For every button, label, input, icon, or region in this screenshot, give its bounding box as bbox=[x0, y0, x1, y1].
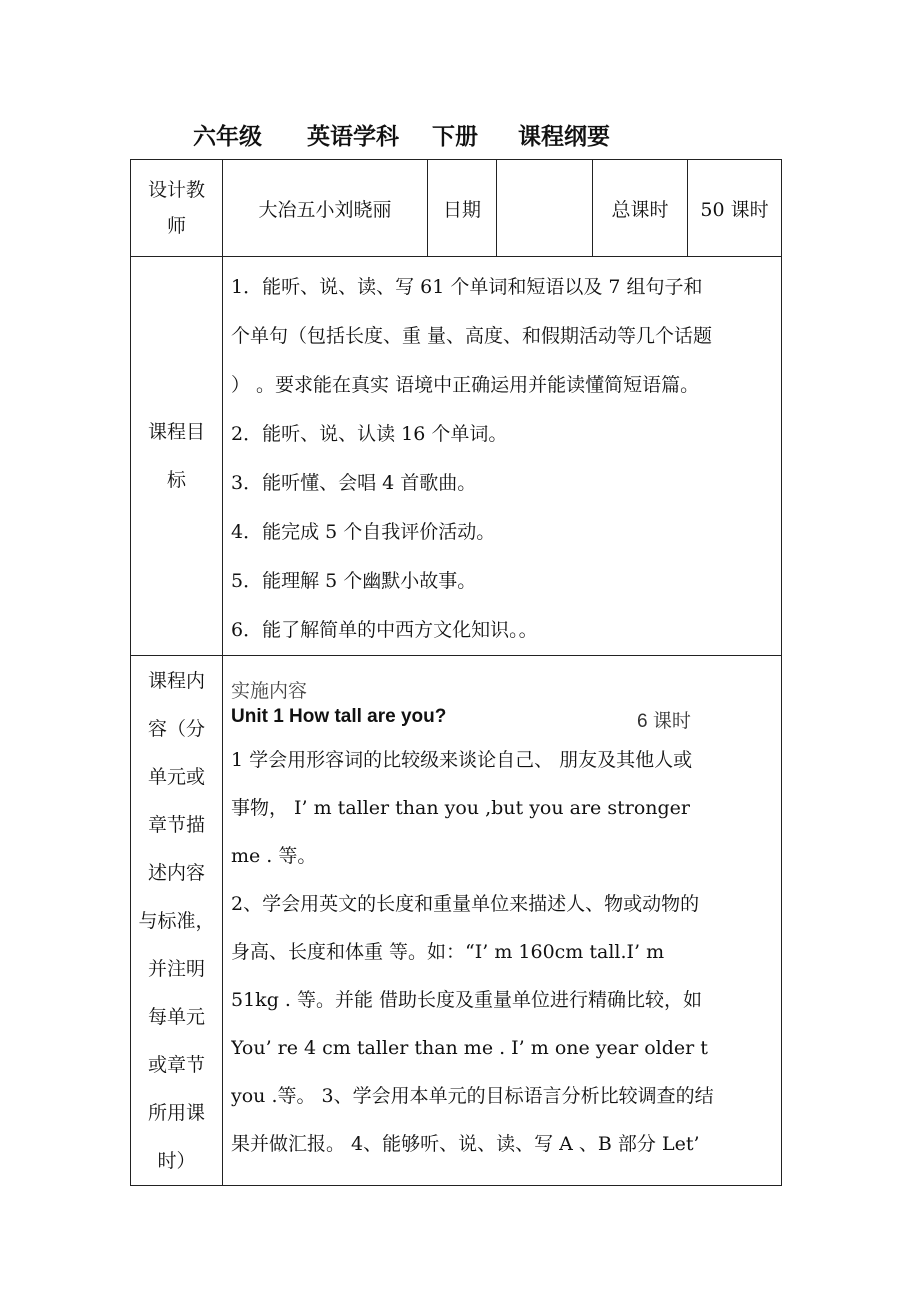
unit-heading bbox=[231, 706, 781, 736]
goals-row bbox=[131, 257, 782, 656]
content-line: me . 等。 bbox=[231, 845, 317, 867]
teacher-label-line1: 设计教 bbox=[147, 179, 205, 201]
goals-label-line1: 课程目 bbox=[147, 421, 205, 443]
goal-line: 4．能完成 5 个自我评价活动。 bbox=[231, 521, 496, 543]
content-line: 2、学会用英文的长度和重量单位来描述人、物或动物的 bbox=[231, 893, 700, 915]
date-value bbox=[497, 160, 593, 257]
goals-label-cell bbox=[131, 257, 223, 656]
teacher-label-line2: 师 bbox=[166, 215, 186, 237]
content-label-line: 与标准， bbox=[138, 910, 215, 932]
teacher-label-cell bbox=[131, 160, 223, 257]
goal-line: 5．能理解 5 个幽默小故事。 bbox=[231, 570, 477, 592]
content-line: 1 学会用形容词的比较级来谈论自己、 朋友及其他人或 bbox=[231, 749, 693, 771]
content-line: 事物， I’ m taller than you ,but you are stronger bbox=[231, 797, 690, 819]
unit-hours: 6 课时 bbox=[637, 711, 691, 732]
content-subheading: 实施内容 bbox=[231, 680, 308, 702]
content-label-line: 或章节 bbox=[147, 1054, 205, 1076]
goal-line: 个单句（包括长度、重 量、高度、和假期活动等几个话题 bbox=[231, 325, 713, 347]
content-label-line: 述内容 bbox=[147, 862, 205, 884]
title-doc: 课程纲要 bbox=[518, 123, 610, 150]
content-line: 身高、长度和体重 等。如：“I’ m 160cm tall.I’ m bbox=[231, 941, 665, 963]
content-line: You’ re 4 cm taller than me . I’ m one year older t bbox=[231, 1037, 708, 1059]
content-label-line: 课程内 bbox=[147, 670, 205, 692]
goal-line: 1．能听、说、读、写 61 个单词和短语以及 7 组句子和 bbox=[231, 276, 703, 298]
title-volume: 下册 bbox=[432, 123, 478, 150]
content-label-line: 容（分 bbox=[147, 718, 205, 740]
course-outline-table bbox=[130, 159, 782, 1186]
date-label: 日期 bbox=[428, 160, 497, 257]
content-label-line: 单元或 bbox=[147, 766, 205, 788]
title-subject: 英语学科 bbox=[307, 123, 399, 150]
goal-line: 6．能了解简单的中西方文化知识。。 bbox=[231, 619, 538, 641]
content-label-line: 所用课 bbox=[147, 1102, 205, 1124]
total-hours-label: 总课时 bbox=[593, 160, 688, 257]
goals-label-line2: 标 bbox=[166, 469, 186, 491]
content-body bbox=[223, 656, 782, 1186]
content-label-line: 并注明 bbox=[147, 958, 205, 980]
total-hours-value: 50 课时 bbox=[688, 160, 782, 257]
content-label-cell bbox=[131, 656, 223, 1186]
goals-content bbox=[223, 257, 782, 656]
content-label-line: 时） bbox=[157, 1150, 196, 1172]
goal-line: ） 。要求能在真实 语境中正确运用并能读懂简短语篇。 bbox=[231, 374, 700, 396]
header-row bbox=[131, 160, 782, 257]
content-row bbox=[131, 656, 782, 1186]
teacher-value: 大冶五小刘晓丽 bbox=[223, 160, 428, 257]
title-grade: 六年级 bbox=[193, 123, 262, 150]
content-label-line: 每单元 bbox=[147, 1006, 205, 1028]
goal-line: 3．能听懂、会唱 4 首歌曲。 bbox=[231, 472, 477, 494]
content-label-line: 章节描 bbox=[147, 814, 205, 836]
goal-line: 2．能听、说、认读 16 个单词。 bbox=[231, 423, 508, 445]
content-line: 51kg . 等。并能 借助长度及重量单位进行精确比较，如 bbox=[231, 989, 703, 1011]
content-line: you .等。 3、学会用本单元的目标语言分析比较调查的结 bbox=[231, 1085, 714, 1107]
unit-title: Unit 1 How tall are you? bbox=[231, 706, 447, 727]
content-line: 果并做汇报。 4、能够听、说、读、写 A 、B 部分 Let’ bbox=[231, 1133, 700, 1155]
